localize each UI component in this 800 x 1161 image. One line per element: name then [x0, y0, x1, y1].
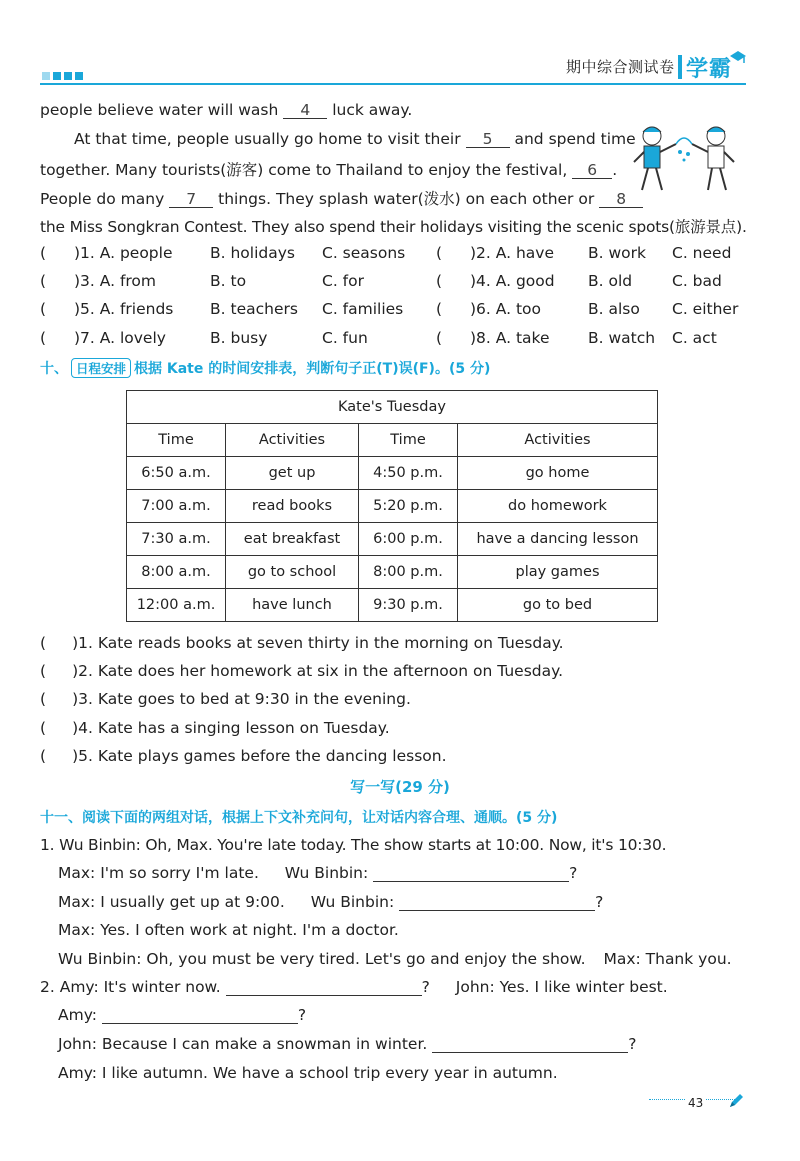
section-10-heading: 十、 日程安排 根据 Kate 的时间安排表，判断句子正(T)误(F)。(5 分) — [40, 358, 490, 378]
option-5-a[interactable]: )5. A. friends — [74, 300, 174, 318]
dialogue-1-line-1: 1. Wu Binbin: Oh, Max. You're late today. The show starts at 10:00. Now, it's 10:30. — [40, 836, 667, 854]
option-3-c[interactable]: C. for — [322, 272, 364, 290]
option-6-c[interactable]: C. either — [672, 300, 739, 318]
option-1-c[interactable]: C. seasons — [322, 244, 406, 262]
blank-6[interactable]: 6 — [572, 162, 612, 179]
tf-item-4: ( )4. Kate has a singing lesson on Tuesday. — [40, 719, 390, 737]
option-7-b[interactable]: B. busy — [210, 329, 268, 347]
option-4-a[interactable]: )4. A. good — [470, 272, 555, 290]
passage-line-5: the Miss Songkran Contest. They also spend their holidays visiting the scenic spots(旅游景点). — [40, 218, 747, 236]
answer-bracket[interactable]: ( — [40, 690, 47, 708]
option-2-a[interactable]: )2. A. have — [470, 244, 554, 262]
option-8-b[interactable]: B. watch — [588, 329, 656, 347]
header-decoration — [42, 66, 86, 84]
answer-bracket[interactable]: ( — [40, 719, 47, 737]
option-3-b[interactable]: B. to — [210, 272, 247, 290]
header-rule — [40, 83, 746, 85]
dialogue-1-line-2: Max: I'm so sorry I'm late. Wu Binbin: ? — [58, 864, 578, 882]
dialogue-1-line-4: Max: Yes. I often work at night. I'm a doctor. — [58, 921, 399, 939]
answer-input-4[interactable] — [102, 1007, 298, 1024]
page-number: 43 — [685, 1096, 706, 1110]
header-title: 期中综合测试卷 — [566, 58, 675, 76]
option-1-b[interactable]: B. holidays — [210, 244, 295, 262]
passage-line-1: people believe water will wash 4 luck away. — [40, 101, 413, 119]
writing-section-heading: 写一写(29 分) — [350, 778, 450, 796]
passage-line-4: People do many 7 things. They splash water(泼水) on each other or 8 — [40, 187, 643, 209]
option-5-b[interactable]: B. teachers — [210, 300, 298, 318]
table-row: 7:00 a.m. read books 5:20 p.m. do homework — [127, 490, 658, 523]
dialogue-1-line-3: Max: I usually get up at 9:00. Wu Binbin: ? — [58, 893, 604, 911]
table-row: 6:50 a.m. get up 4:50 p.m. go home — [127, 457, 658, 490]
answer-input-1[interactable] — [373, 865, 569, 882]
dialogue-2-line-4: Amy: I like autumn. We have a school trip every year in autumn. — [58, 1064, 558, 1082]
table-row: 12:00 a.m. have lunch 9:30 p.m. go to bed — [127, 589, 658, 622]
schedule-tag: 日程安排 — [71, 358, 131, 378]
option-7-c[interactable]: C. fun — [322, 329, 368, 347]
kate-schedule-table — [126, 390, 658, 622]
dialogue-2-line-3: John: Because I can make a snowman in winter. ? — [58, 1035, 637, 1053]
pencil-icon — [727, 1092, 745, 1110]
tf-item-2: ( )2. Kate does her homework at six in the afternoon on Tuesday. — [40, 662, 564, 680]
table-header-row: Time Activities Time Activities — [127, 424, 658, 457]
table-caption: Kate's Tuesday — [127, 391, 658, 424]
passage-line-2: At that time, people usually go home to visit their 5 and spend time — [74, 130, 636, 148]
blank-8[interactable]: 8 — [599, 191, 643, 208]
option-5-c[interactable]: C. families — [322, 300, 404, 318]
header-brand: 学霸 — [686, 57, 733, 82]
header-brand-bar — [678, 55, 682, 79]
children-splashing-illustration — [630, 122, 740, 198]
answer-input-5[interactable] — [432, 1036, 628, 1053]
dialogue-2-line-1: 2. Amy: It's winter now. ? John: Yes. I like winter best. — [40, 978, 668, 996]
tf-item-1: ( )1. Kate reads books at seven thirty in the morning on Tuesday. — [40, 634, 564, 652]
option-2-c[interactable]: C. need — [672, 244, 732, 262]
answer-bracket[interactable]: ( — [40, 747, 47, 765]
table-row: 8:00 a.m. go to school 8:00 p.m. play games — [127, 556, 658, 589]
answer-bracket[interactable]: ( — [40, 662, 47, 680]
option-4-b[interactable]: B. old — [588, 272, 633, 290]
mortarboard-icon — [728, 50, 748, 64]
blank-5[interactable]: 5 — [466, 131, 510, 148]
option-3-a[interactable]: )3. A. from — [74, 272, 157, 290]
blank-7[interactable]: 7 — [169, 191, 213, 208]
option-2-b[interactable]: B. work — [588, 244, 646, 262]
option-6-b[interactable]: B. also — [588, 300, 640, 318]
dialogue-1-line-5: Wu Binbin: Oh, you must be very tired. Let's go and enjoy the show. Max: Thank you. — [58, 950, 732, 968]
option-8-a[interactable]: )8. A. take — [470, 329, 550, 347]
table-row: 7:30 a.m. eat breakfast 6:00 p.m. have a dancing lesson — [127, 523, 658, 556]
answer-input-3[interactable] — [226, 979, 422, 996]
section-11-heading: 十一、阅读下面的两组对话，根据上下文补充问句，让对话内容合理、通顺。(5 分) — [40, 810, 558, 826]
blank-4[interactable]: 4 — [283, 102, 327, 119]
option-4-c[interactable]: C. bad — [672, 272, 722, 290]
dialogue-2-line-2: Amy: ? — [58, 1006, 307, 1024]
answer-input-2[interactable] — [399, 894, 595, 911]
answer-bracket[interactable]: ( — [40, 634, 47, 652]
option-7-a[interactable]: )7. A. lovely — [74, 329, 166, 347]
tf-item-3: ( )3. Kate goes to bed at 9:30 in the evening. — [40, 690, 411, 708]
option-8-c[interactable]: C. act — [672, 329, 717, 347]
passage-line-3: together. Many tourists(游客) come to Thailand to enjoy the festival, 6 . — [40, 161, 618, 179]
option-1-a[interactable]: )1. A. people — [74, 244, 173, 262]
tf-item-5: ( )5. Kate plays games before the dancing lesson. — [40, 747, 447, 765]
option-6-a[interactable]: )6. A. too — [470, 300, 541, 318]
